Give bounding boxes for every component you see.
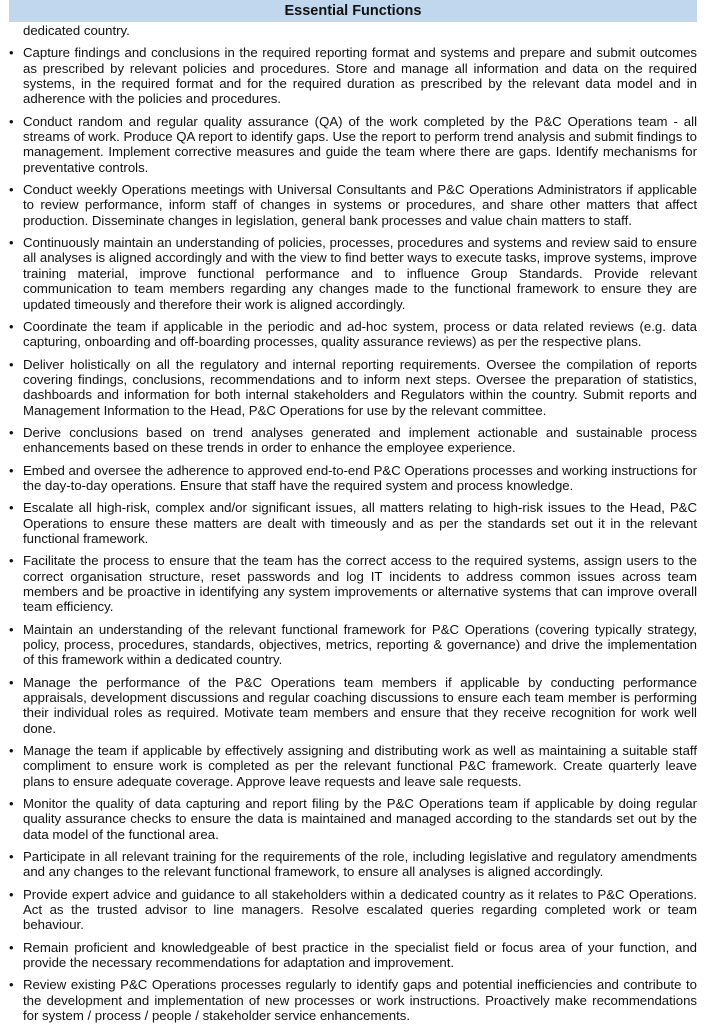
list-item: • Embed and oversee the adherence to approved end-to-end P&C Operations processes and working instructions for the day-to-day operations. Ensure that staff have the required system and process knowledge. [9, 462, 697, 493]
list-item: • Conduct random and regular quality assurance (QA) of the work completed by the P&C Operations team - all streams of work. Produce QA report to identify gaps. Use the report to perform trend analysis and submit findings to management. Implement corrective measures and guide the team where there are gaps. Identify mechanisms for preventative controls. [9, 113, 697, 175]
bullet-icon: • [9, 462, 14, 478]
section-header [9, 0, 697, 22]
list-item: • Provide expert advice and guidance to all stakeholders within a dedicated country as it relates to P&C Operations. Act as the trusted advisor to line managers. Resolve escalated queries regarding completed work or team behaviour. [9, 886, 697, 933]
bullet-icon: • [9, 674, 14, 690]
list-item: • Derive conclusions based on trend analyses generated and implement actionable and sustainable process enhancements based on these trends in order to enhance the employee experience. [9, 424, 697, 456]
section-title: Essential Functions [284, 3, 422, 19]
functions-list [9, 45, 697, 1023]
list-item: • Manage the team if applicable by effectively assigning and distributing work as well as maintaining a suitable staff compliment to ensure work is completed as per the relevant functional P&C framework. Create quarterly leave plans to ensure adequate coverage. Approve leave requests and leave sale requests. [9, 743, 697, 789]
bullet-icon: • [9, 743, 14, 759]
bullet-icon: • [9, 235, 14, 251]
bullet-icon: • [9, 849, 14, 865]
list-item: • Participate in all relevant training for the requirements of the role, including legislative and regulatory amendments and any changes to the relevant functional framework, to ensure all analyses is aligned accordingly. [9, 849, 697, 880]
bullet-icon: • [9, 939, 14, 955]
list-item: • Capture findings and conclusions in the required reporting format and systems and prepare and submit outcomes as prescribed by relevant policies and procedures. Store and manage all information and data on the required systems, in the required format and for the required duration as prescribed by the relevant data model and in adherence with the policies and procedures. [9, 45, 697, 107]
essential-functions-content [9, 22, 697, 1024]
bullet-icon: • [9, 182, 14, 198]
bullet-icon: • [9, 796, 14, 812]
bullet-icon: • [9, 113, 14, 129]
bullet-icon: • [9, 318, 14, 334]
bullet-icon: • [9, 500, 14, 516]
list-item: • Manage the performance of the P&C Operations team members if applicable by conducting performance appraisals, development discussions and regular coaching discussions to ensure each team member is performing their individual roles as required. Motivate team members and ensure that they receive recognition for work well done. [9, 674, 697, 736]
list-item: • Review existing P&C Operations processes regularly to identify gaps and potential inefficiencies and contribute to the development and implementation of new processes or work instructions. Proactively make recommendations for system / process / people / stakeholder service enhancements. [9, 977, 697, 1024]
list-item: • Monitor the quality of data capturing and report filing by the P&C Operations team if applicable by doing regular quality assurance checks to ensure the data is maintained and managed according to the standards set out by the data model of the functional area. [9, 796, 697, 842]
bullet-icon: • [9, 977, 14, 993]
bullet-icon: • [9, 621, 14, 637]
bullet-icon: • [9, 424, 14, 440]
list-item: • Continuously maintain an understanding of policies, processes, procedures and systems and review said to ensure all analyses is aligned accordingly and with the view to find better ways to execute tasks, improve systems, improve training material, improve functional performance and to influence Group Standards. Provide relevant communication to team members regarding any changes made to the functional framework to ensure they are updated timeously and therefore their work is aligned accordingly. [9, 235, 697, 312]
bullet-icon: • [9, 45, 14, 61]
list-item: • Conduct weekly Operations meetings with Universal Consultants and P&C Operations Administrators if applicable to review performance, inform staff of changes in systems or procedures, and share other matters that affect production. Disseminate changes in legislation, general bank processes and value chain matters to staff. [9, 182, 697, 228]
list-item: • Escalate all high-risk, complex and/or significant issues, all matters relating to high-risk issues to the Head, P&C Operations to ensure these matters are dealt with timeously and as per the standards set out it in the relevant functional framework. [9, 500, 697, 546]
list-item: • Deliver holistically on all the regulatory and internal reporting requirements. Oversee the compilation of reports covering findings, conclusions, recommendations and to inform next steps. Oversee the preparation of statistics, dashboards and information for both internal stakeholders and Regulators within the country. Submit reports and Management Information to the Head, P&C Operations for use by the relevant committee. [9, 356, 697, 418]
list-item: • Facilitate the process to ensure that the team has the correct access to the required systems, assign users to the correct organisation structure, reset passwords and log IT incidents to address common issues across team members and be proactive in identifying any system improvements or alternative systems that can improve overall team efficiency. [9, 553, 697, 615]
list-item: • Maintain an understanding of the relevant functional framework for P&C Operations (covering typically strategy, policy, process, procedures, standards, objectives, metrics, reporting & governance) and drive the implementation of this framework within a dedicated country. [9, 621, 697, 668]
continued-text: dedicated country. [23, 23, 130, 38]
bullet-icon: • [9, 356, 14, 372]
bullet-icon: • [9, 886, 14, 902]
list-item: • Remain proficient and knowledgeable of best practice in the specialist field or focus area of your function, and provide the necessary recommendations for adaptation and improvement. [9, 939, 697, 971]
bullet-icon: • [9, 553, 14, 569]
list-item: • Coordinate the team if applicable in the periodic and ad-hoc system, process or data related reviews (e.g. data capturing, onboarding and off-boarding processes, quality assurance reviews) as per the respective plans. [9, 318, 697, 350]
